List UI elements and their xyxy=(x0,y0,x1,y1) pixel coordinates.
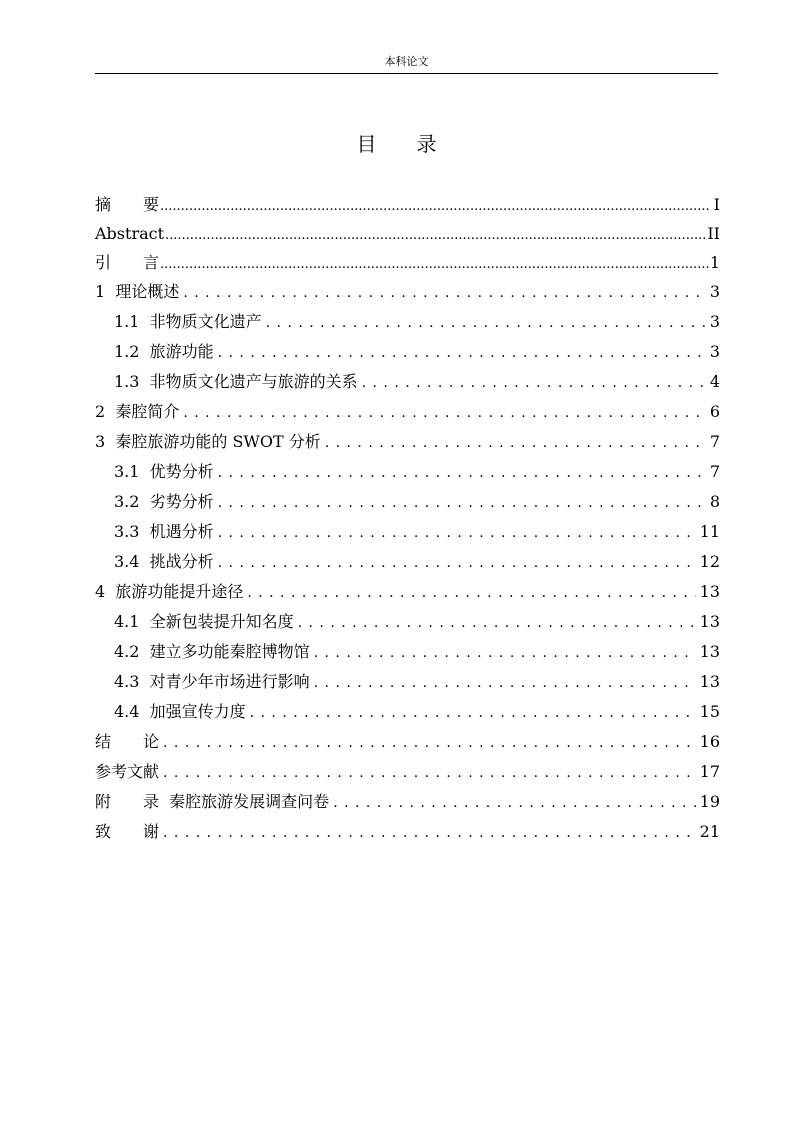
toc-leader-dots xyxy=(163,757,696,788)
running-header: 本科论文 xyxy=(384,55,429,68)
toc-leader-dots xyxy=(314,667,696,698)
toc-entry-page: 13 xyxy=(699,642,720,661)
toc-entry-page: 12 xyxy=(699,552,720,571)
toc-leader-dots xyxy=(160,190,709,221)
toc-entry-label: 引 言 xyxy=(95,253,160,272)
toc-entry-label: 结 论 xyxy=(95,732,160,751)
toc-entry[interactable] xyxy=(95,787,720,817)
toc-entry[interactable] xyxy=(95,427,720,457)
toc-entry[interactable] xyxy=(95,757,720,787)
toc-entry-label: 3 秦腔旅游功能的 SWOT 分析 xyxy=(95,432,321,451)
toc-entry[interactable] xyxy=(95,637,720,667)
toc-leader-dots xyxy=(163,817,696,848)
toc-entry[interactable] xyxy=(95,248,720,277)
toc-entry-page: 7 xyxy=(709,462,720,481)
toc-entry-page: 11 xyxy=(699,522,720,541)
toc-entry-label: 4 旅游功能提升途径 xyxy=(95,582,244,601)
toc-entry-page: II xyxy=(707,224,720,243)
toc-entry-label: 摘 要 xyxy=(95,195,160,214)
toc-entry-page: 17 xyxy=(699,762,720,781)
toc-entry[interactable] xyxy=(95,397,720,427)
toc-entry-label: 2 秦腔简介 xyxy=(95,402,180,421)
toc-entry[interactable] xyxy=(95,667,720,697)
toc-leader-dots xyxy=(160,248,709,279)
toc-leader-dots xyxy=(362,367,706,398)
toc-entry[interactable] xyxy=(95,277,720,307)
toc-entry-label: 1.3 非物质文化遗产与旅游的关系 xyxy=(114,372,358,391)
toc-entry-label: 3.1 优势分析 xyxy=(114,462,214,481)
table-of-contents xyxy=(95,190,720,847)
toc-entry-label: 致 谢 xyxy=(95,822,160,841)
toc-leader-dots xyxy=(218,517,696,548)
toc-entry[interactable] xyxy=(95,547,720,577)
toc-entry[interactable] xyxy=(95,457,720,487)
toc-entry-label: Abstract xyxy=(95,224,165,243)
toc-entry-page: 1 xyxy=(709,253,720,272)
toc-entry[interactable] xyxy=(95,367,720,397)
toc-entry-page: I xyxy=(713,195,720,214)
toc-entry-label: 参考文献 xyxy=(95,762,160,781)
toc-entry-page: 8 xyxy=(709,492,720,511)
header-rule xyxy=(95,73,718,74)
toc-entry[interactable] xyxy=(95,577,720,607)
toc-leader-dots xyxy=(218,457,706,488)
toc-entry-page: 4 xyxy=(709,372,720,391)
toc-leader-dots xyxy=(266,307,706,338)
toc-entry[interactable] xyxy=(95,190,720,219)
toc-entry[interactable] xyxy=(95,517,720,547)
toc-entry-label: 4.1 全新包装提升知名度 xyxy=(114,612,294,631)
toc-entry-page: 7 xyxy=(709,432,720,451)
toc-entry-label: 3.3 机遇分析 xyxy=(114,522,214,541)
toc-entry-page: 13 xyxy=(699,672,720,691)
toc-entry[interactable] xyxy=(95,697,720,727)
toc-entry[interactable] xyxy=(95,487,720,517)
toc-leader-dots xyxy=(163,727,696,758)
toc-entry-label: 1 理论概述 xyxy=(95,282,180,301)
toc-entry-label: 1.1 非物质文化遗产 xyxy=(114,312,262,331)
toc-leader-dots xyxy=(333,787,695,818)
toc-entry[interactable] xyxy=(95,607,720,637)
toc-leader-dots xyxy=(247,577,695,608)
toc-entry[interactable] xyxy=(95,337,720,367)
toc-entry-label: 1.2 旅游功能 xyxy=(114,342,214,361)
toc-leader-dots xyxy=(325,427,706,458)
toc-entry-page: 16 xyxy=(699,732,720,751)
toc-entry[interactable] xyxy=(95,817,720,847)
toc-entry-label: 4.3 对青少年市场进行影响 xyxy=(114,672,310,691)
toc-leader-dots xyxy=(218,337,706,368)
toc-leader-dots xyxy=(183,397,705,428)
toc-leader-dots xyxy=(298,607,696,638)
toc-leader-dots xyxy=(218,547,696,578)
toc-entry-label: 附 录 秦腔旅游发展调查问卷 xyxy=(95,792,330,811)
toc-entry-label: 4.4 加强宣传力度 xyxy=(114,702,246,721)
toc-entry-page: 19 xyxy=(699,792,720,811)
toc-leader-dots xyxy=(314,637,696,668)
toc-entry-page: 3 xyxy=(709,282,720,301)
toc-entry-page: 13 xyxy=(699,612,720,631)
toc-entry-page: 6 xyxy=(709,402,720,421)
toc-entry-page: 3 xyxy=(709,342,720,361)
toc-title: 目 录 xyxy=(356,132,437,156)
toc-entry-page: 15 xyxy=(699,702,720,721)
toc-leader-dots xyxy=(165,219,706,250)
toc-entry-label: 3.4 挑战分析 xyxy=(114,552,214,571)
toc-entry-label: 3.2 劣势分析 xyxy=(114,492,214,511)
toc-entry[interactable] xyxy=(95,307,720,337)
toc-leader-dots xyxy=(183,277,705,308)
toc-entry-page: 13 xyxy=(699,582,720,601)
toc-entry-page: 21 xyxy=(699,822,720,841)
toc-leader-dots xyxy=(218,487,706,518)
toc-entry-page: 3 xyxy=(709,312,720,331)
toc-entry[interactable] xyxy=(95,727,720,757)
toc-entry[interactable] xyxy=(95,219,720,248)
toc-leader-dots xyxy=(250,697,696,728)
toc-entry-label: 4.2 建立多功能秦腔博物馆 xyxy=(114,642,310,661)
